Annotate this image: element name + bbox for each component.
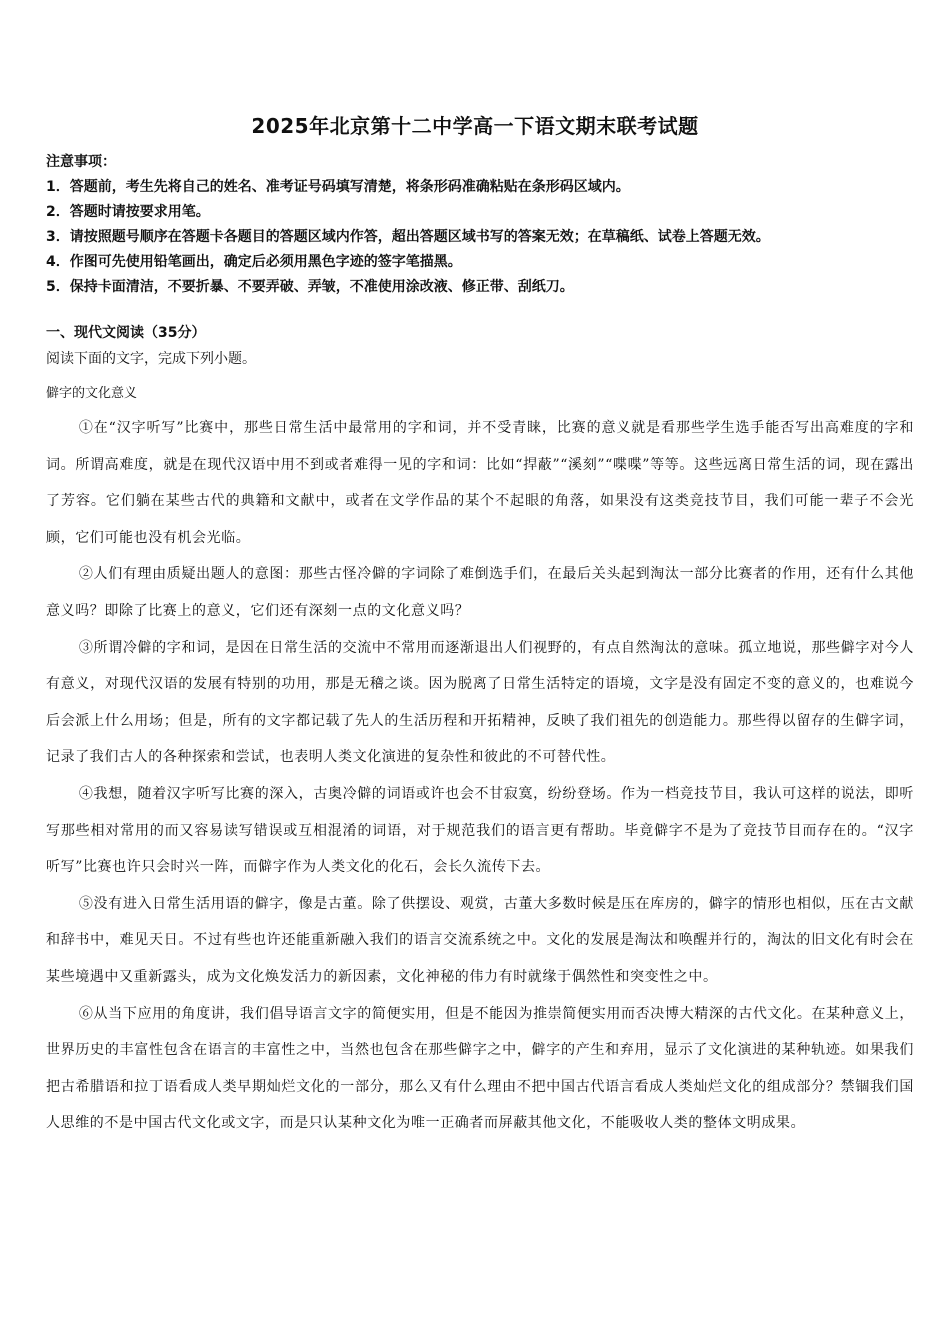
notice-block — [46, 150, 916, 300]
notice-item: 4．作图可先使用铅笔画出，确定后必须用黑色字迹的签字笔描黑。 — [46, 254, 462, 270]
article-body — [46, 410, 914, 1142]
notice-item: 5．保持卡面清洁，不要折暴、不要弄破、弄皱，不准使用涂改液、修正带、刮纸刀。 — [46, 279, 574, 295]
notice-heading: 注意事项： — [46, 154, 116, 170]
article-paragraph: ③所谓冷僻的字和词，是因在日常生活的交流中不常用而逐渐退出人们视野的，有点自然淘汰的意味。孤立地说，那些僻字对今人有意义，对现代汉语的发展有特别的功用，那是无稽之谈。因为脱离了日常生活特定的语境，文字是没有固定不变的意义的，也难说今后会派上什么用场；但是，所有的文字都记载了先人的生活历程和开拓精神，反映了我们祖先的创造能力。那些得以留存的生僻字词，记录了我们古人的各种探索和尝试，也表明人类文化演进的复杂性和彼此的不可替代性。 — [46, 639, 914, 766]
exam-title: 2025年北京第十二中学高一下语文期末联考试题 — [251, 114, 699, 138]
notice-item: 2．答题时请按要求用笔。 — [46, 204, 210, 220]
article-paragraph: ①在“汉字听写”比赛中，那些日常生活中最常用的字和词，并不受青睐，比赛的意义就是看那些学生选手能否写出高难度的字和词。所谓高难度，就是在现代汉语中用不到或者难得一见的字和词：比如“捍蔽”“溪刻”“喋喋”等等。这些远离日常生活的词，现在露出了芳容。它们躺在某些古代的典籍和文献中，或者在文学作品的某个不起眼的角落，如果没有这类竞技节目，我们可能一辈子不会光顾，它们可能也没有机会光临。 — [46, 420, 914, 546]
notice-item: 3．请按照题号顺序在答题卡各题目的答题区域内作答，超出答题区域书写的答案无效；在草稿纸、试卷上答题无效。 — [46, 229, 770, 245]
article-paragraph: ⑥从当下应用的角度讲，我们倡导语言文字的简便实用，但是不能因为推崇简便实用而否决博大精深的古代文化。在某种意义上，世界历史的丰富性包含在语言的丰富性之中，当然也包含在那些僻字之中，僻字的产生和弃用，显示了文化演进的某种轨迹。如果我们把古希腊语和拉丁语看成人类早期灿烂文化的一部分，那么又有什么理由不把中国古代语言看成人类灿烂文化的组成部分？禁锢我们国人思维的不是中国古代文化或文字，而是只认某种文化为唯一正确者而屏蔽其他文化，不能吸收人类的整体文明成果。 — [46, 1005, 914, 1132]
article-paragraph: ②人们有理由质疑出题人的意图：那些古怪冷僻的字词除了难倒选手们，在最后关头起到淘汰一部分比赛者的作用，还有什么其他意义吗？即除了比赛上的意义，它们还有深刻一点的文化意义吗？ — [46, 566, 914, 619]
article-paragraph: ④我想，随着汉字听写比赛的深入，古奥冷僻的词语或许也会不甘寂寞，纷纷登场。作为一档竞技节目，我认可这样的说法，即听写那些相对常用的而又容易读写错误或互相混淆的词语，对于规范我们的语言更有帮助。毕竟僻字不是为了竞技节目而存在的。“汉字听写”比赛也许只会时兴一阵，而僻字作为人类文化的化石，会长久流传下去。 — [46, 785, 914, 876]
section-heading: 一、现代文阅读（35分） — [46, 325, 206, 341]
article-paragraph: ⑤没有进入日常生活用语的僻字，像是古董。除了供摆设、观赏，古董大多数时候是压在库房的，僻字的情形也相似，压在古文献和辞书中，难见天日。不过有些也许还能重新融入我们的语言交流系统之中。文化的发展是淘汰和唤醒并行的，淘汰的旧文化有时会在某些境遇中又重新露头，成为文化焕发活力的新因素，文化神秘的伟力有时就缘于偶然性和突变性之中。 — [46, 895, 914, 985]
reading-instruction: 阅读下面的文字，完成下列小题。 — [46, 351, 256, 367]
article-title: 僻字的文化意义 — [46, 386, 138, 401]
notice-item: 1．答题前，考生先将自己的姓名、准考证号码填写清楚，将条形码准确粘贴在条形码区域内。 — [46, 179, 630, 195]
